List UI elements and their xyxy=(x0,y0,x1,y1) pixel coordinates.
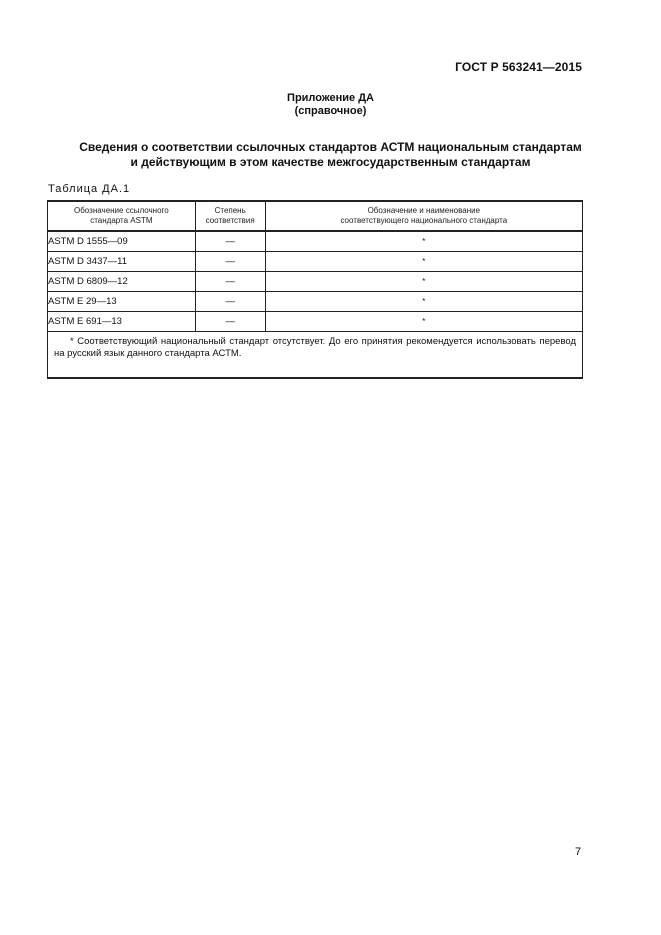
footnote-text: * Соответствующий национальный стандарт отсутствует. До его принятия рекомендуется использовать перевод на русский язык данного стандарта АСТМ. xyxy=(54,336,576,359)
section-title-line-2: и действующим в этом качестве межгосударственным стандартам xyxy=(130,155,531,169)
table-row xyxy=(48,312,583,332)
section-title-line-1: Сведения о соответствии ссылочных стандартов АСТМ национальным стандартам xyxy=(79,140,582,154)
section-title xyxy=(0,140,661,170)
header-degree-of-correspondence xyxy=(195,201,265,231)
cell-standard: ASTM D 3437—11 xyxy=(48,252,196,272)
table-label: Таблица ДА.1 xyxy=(48,183,131,195)
header-reference-standard xyxy=(48,201,196,231)
appendix-subtitle: (справочное) xyxy=(294,105,367,117)
cell-national: * xyxy=(265,252,582,272)
table-header-row xyxy=(48,201,583,231)
standards-correspondence-table xyxy=(47,200,583,379)
appendix-heading xyxy=(0,92,661,118)
header-national-standard-line-2: соответствующего национального стандарта xyxy=(340,216,508,225)
document-code: ГОСТ Р 563241—2015 xyxy=(455,60,582,74)
cell-national: * xyxy=(265,231,582,252)
cell-national: * xyxy=(265,312,582,332)
table-row xyxy=(48,252,583,272)
table-row xyxy=(48,292,583,312)
header-degree-line-2: соответствия xyxy=(205,216,255,225)
header-reference-standard-line-2: стандарта ASTM xyxy=(90,216,153,225)
cell-degree: — xyxy=(195,272,265,292)
cell-standard: ASTM D 1555—09 xyxy=(48,231,196,252)
table-row xyxy=(48,231,583,252)
cell-degree: — xyxy=(195,252,265,272)
table-footnote xyxy=(48,332,583,379)
header-degree-line-1: Степень xyxy=(214,206,246,215)
cell-degree: — xyxy=(195,312,265,332)
cell-national: * xyxy=(265,292,582,312)
cell-national: * xyxy=(265,272,582,292)
cell-standard: ASTM D 6809—12 xyxy=(48,272,196,292)
table-footnote-row xyxy=(48,332,583,379)
table-row xyxy=(48,272,583,292)
appendix-title: Приложение ДА xyxy=(287,92,374,104)
cell-standard: ASTM E 29—13 xyxy=(48,292,196,312)
page-number: 7 xyxy=(575,846,582,858)
cell-standard: ASTM E 691—13 xyxy=(48,312,196,332)
cell-degree: — xyxy=(195,231,265,252)
header-national-standard xyxy=(265,201,582,231)
header-reference-standard-line-1: Обозначение ссылочного xyxy=(74,206,169,215)
cell-degree: — xyxy=(195,292,265,312)
header-national-standard-line-1: Обозначение и наименование xyxy=(367,206,481,215)
